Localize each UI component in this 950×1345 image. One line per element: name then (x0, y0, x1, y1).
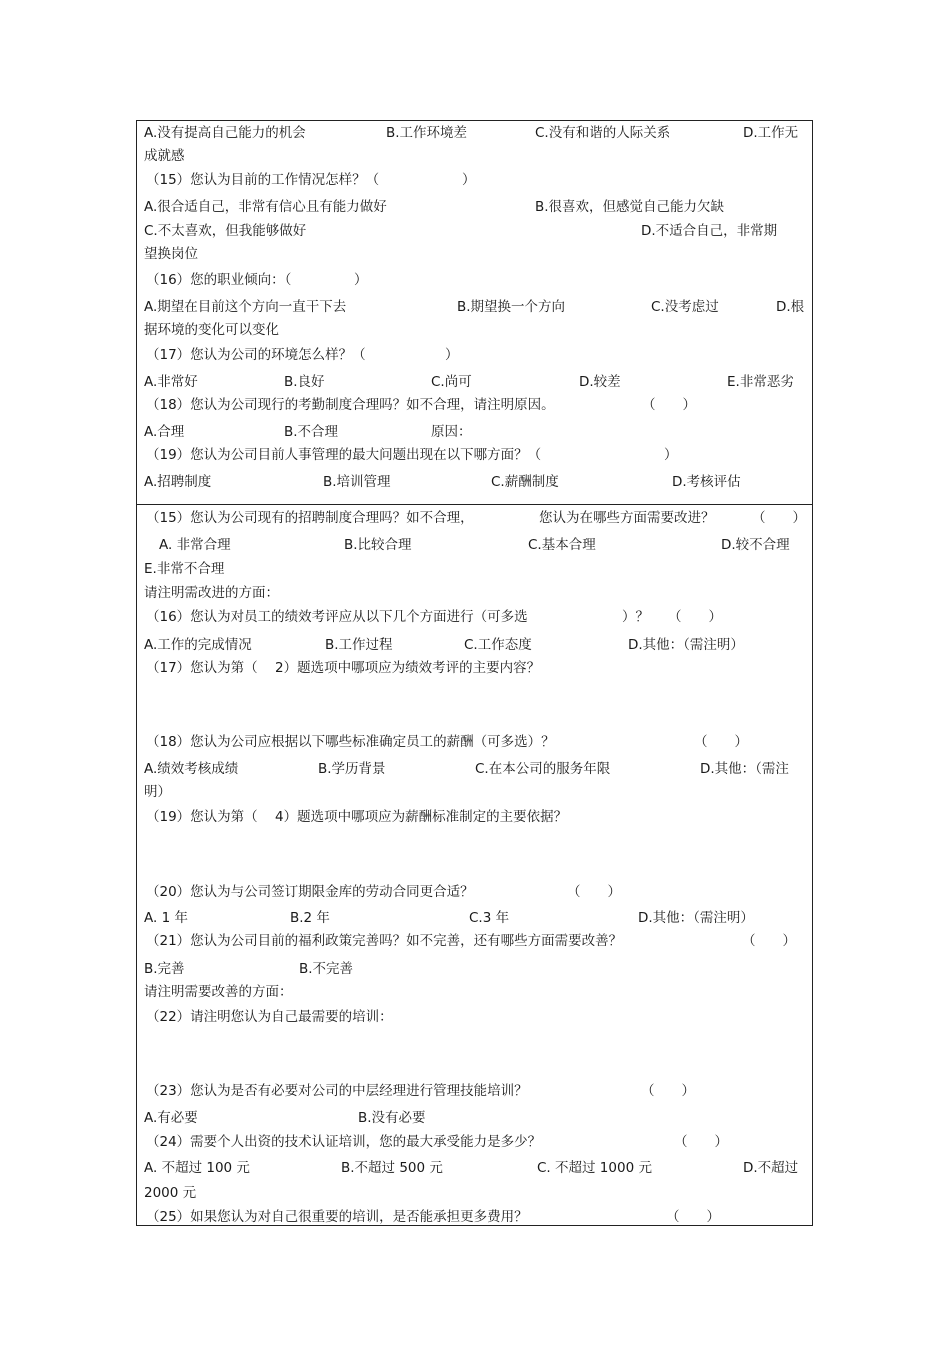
s2-q15-option-a: A. 非常合理 (159, 537, 231, 553)
q19-option-d: D.考核评估 (672, 474, 741, 490)
q18-reason-label: 原因： (431, 424, 472, 440)
s2-q20-answer-paren: （ ） (567, 884, 621, 900)
s2-q16-question: （16）您认为对员工的绩效考评应从以下几个方面进行（可多选 (146, 609, 528, 625)
q17-option-d: D.较差 (579, 374, 621, 390)
s2-q21-note: 请注明需要改善的方面： (144, 984, 293, 1000)
q16-option-a: A.期望在目前这个方向一直干下去 (144, 299, 347, 315)
q14-option-c: C.没有和谐的人际关系 (535, 125, 671, 141)
s2-q16-option-d: D.其他：（需注明） (628, 637, 744, 653)
s2-q16-option-b: B.工作过程 (325, 637, 393, 653)
s2-q18-option-c: C.在本公司的服务年限 (475, 761, 611, 777)
s2-q20-option-c: C.3 年 (469, 910, 510, 926)
q16-paren-close: ） (354, 272, 368, 288)
q14-option-d-cont: 成就感 (144, 148, 185, 164)
q17-option-a: A.非常好 (144, 374, 198, 390)
s2-q16-option-c: C.工作态度 (464, 637, 532, 653)
s2-q25-answer-paren: （ ） (666, 1209, 720, 1225)
q17-option-b: B.良好 (284, 374, 325, 390)
q17-option-e: E.非常恶劣 (727, 374, 794, 390)
s2-q22-question: （22）请注明您认为自己最需要的培训： (146, 1009, 393, 1025)
s2-q23-question: （23）您认为是否有必要对公司的中层经理进行管理技能培训？ (146, 1083, 528, 1099)
q18-option-a: A.合理 (144, 424, 185, 440)
s2-q25-question: （25）如果您认为对自己很重要的培训，是否能承担更多费用？ (146, 1209, 528, 1225)
s2-q16-answer-paren: （ ） (668, 609, 722, 625)
q16-option-d-cont: 据环境的变化可以变化 (144, 322, 279, 338)
q16-option-b: B.期望换一个方向 (457, 299, 566, 315)
q19-option-a: A.招聘制度 (144, 474, 212, 490)
q15-option-c: C.不太喜欢，但我能够做好 (144, 223, 307, 239)
q19-option-c: C.薪酬制度 (491, 474, 559, 490)
s2-q24-option-d-cont: 2000 元 (144, 1185, 197, 1201)
q15-option-d-cont: 望换岗位 (144, 246, 198, 262)
q15-paren-close: ） (462, 172, 476, 188)
s2-q17-question-a: （17）您认为第（ (146, 660, 258, 676)
s2-q15-option-b: B.比较合理 (344, 537, 412, 553)
q14-option-d: D.工作无 (743, 125, 799, 141)
s2-q18-answer-paren: （ ） (694, 734, 748, 750)
s2-q23-option-b: B.没有必要 (358, 1110, 426, 1126)
s2-q20-option-b: B.2 年 (290, 910, 330, 926)
s2-q15-answer-paren: （ ） (752, 510, 806, 526)
s2-q24-question: （24）需要个人出资的技术认证培训，您的最大承受能力是多少？ (146, 1134, 542, 1150)
s2-q20-option-a: A. 1 年 (144, 910, 188, 926)
s2-q23-answer-paren: （ ） (641, 1083, 695, 1099)
q17-paren-close: ） (445, 347, 459, 363)
s2-q15-question-a: （15）您认为公司现有的招聘制度合理吗？如不合理， (146, 510, 474, 526)
s2-q21-answer-paren: （ ） (742, 933, 796, 949)
s2-q21-option-a: B.完善 (144, 961, 185, 977)
s2-q24-option-a: A. 不超过 100 元 (144, 1160, 250, 1176)
q17-option-c: C.尚可 (431, 374, 472, 390)
q17-question: （17）您认为公司的环境怎么样？（ (146, 347, 366, 363)
s2-q15-option-d: D.较不合理 (721, 537, 790, 553)
s2-q19-question-b: 4）题选项中哪项应为薪酬标准制定的主要依据？ (275, 809, 568, 825)
s2-q24-answer-paren: （ ） (674, 1134, 728, 1150)
q19-paren-close: ） (664, 447, 678, 463)
s2-q18-option-b: B.学历背景 (318, 761, 386, 777)
s2-q24-option-d: D.不超过 (743, 1160, 799, 1176)
s2-q15-option-c: C.基本合理 (528, 537, 596, 553)
q15-question: （15）您认为目前的工作情况怎样？（ (146, 172, 380, 188)
s2-q24-option-b: B.不超过 500 元 (341, 1160, 443, 1176)
s2-q18-option-d-cont: 明） (144, 784, 171, 800)
q16-option-c: C.没考虑过 (651, 299, 719, 315)
q15-option-b: B.很喜欢，但感觉自己能力欠缺 (535, 199, 725, 215)
s2-q21-question: （21）您认为公司目前的福利政策完善吗？如不完善，还有哪些方面需要改善？ (146, 933, 623, 949)
q15-option-a: A.很合适自己，非常有信心且有能力做好 (144, 199, 387, 215)
s2-q24-option-c: C. 不超过 1000 元 (537, 1160, 652, 1176)
q14-option-a: A.没有提高自己能力的机会 (144, 125, 306, 141)
s2-q19-question-a: （19）您认为第（ (146, 809, 258, 825)
q18-question: （18）您认为公司现行的考勤制度合理吗？如不合理，请注明原因。 (146, 397, 555, 413)
s2-q18-option-a: A.绩效考核成绩 (144, 761, 239, 777)
s2-q20-option-d: D.其他：（需注明） (638, 910, 754, 926)
s2-q20-question: （20）您认为与公司签订期限金库的劳动合同更合适？ (146, 884, 474, 900)
q18-answer-paren: （ ） (642, 397, 696, 413)
q19-option-b: B.培训管理 (323, 474, 391, 490)
q19-question: （19）您认为公司目前人事管理的最大问题出现在以下哪方面？（ (146, 447, 542, 463)
s2-q18-option-d: D.其他：（需注 (700, 761, 789, 777)
s2-q21-option-b: B.不完善 (299, 961, 354, 977)
s2-q15-option-e: E.非常不合理 (144, 561, 225, 577)
q15-option-d: D.不适合自己，非常期 (641, 223, 778, 239)
q16-question: （16）您的职业倾向：（ (146, 272, 292, 288)
s2-q23-option-a: A.有必要 (144, 1110, 198, 1126)
s2-q18-question: （18）您认为公司应根据以下哪些标准确定员工的薪酬（可多选）？ (146, 734, 555, 750)
s2-q16-question-end: ）？ (622, 609, 649, 625)
q16-option-d: D.根 (776, 299, 805, 315)
s2-q15-note: 请注明需改进的方面： (144, 585, 279, 601)
q18-option-b: B.不合理 (284, 424, 339, 440)
s2-q15-question-b: 您认为在哪些方面需要改进？ (539, 510, 715, 526)
s2-q16-option-a: A.工作的完成情况 (144, 637, 252, 653)
s2-q17-question-b: 2）题选项中哪项应为绩效考评的主要内容？ (275, 660, 541, 676)
q14-option-b: B.工作环境差 (386, 125, 468, 141)
